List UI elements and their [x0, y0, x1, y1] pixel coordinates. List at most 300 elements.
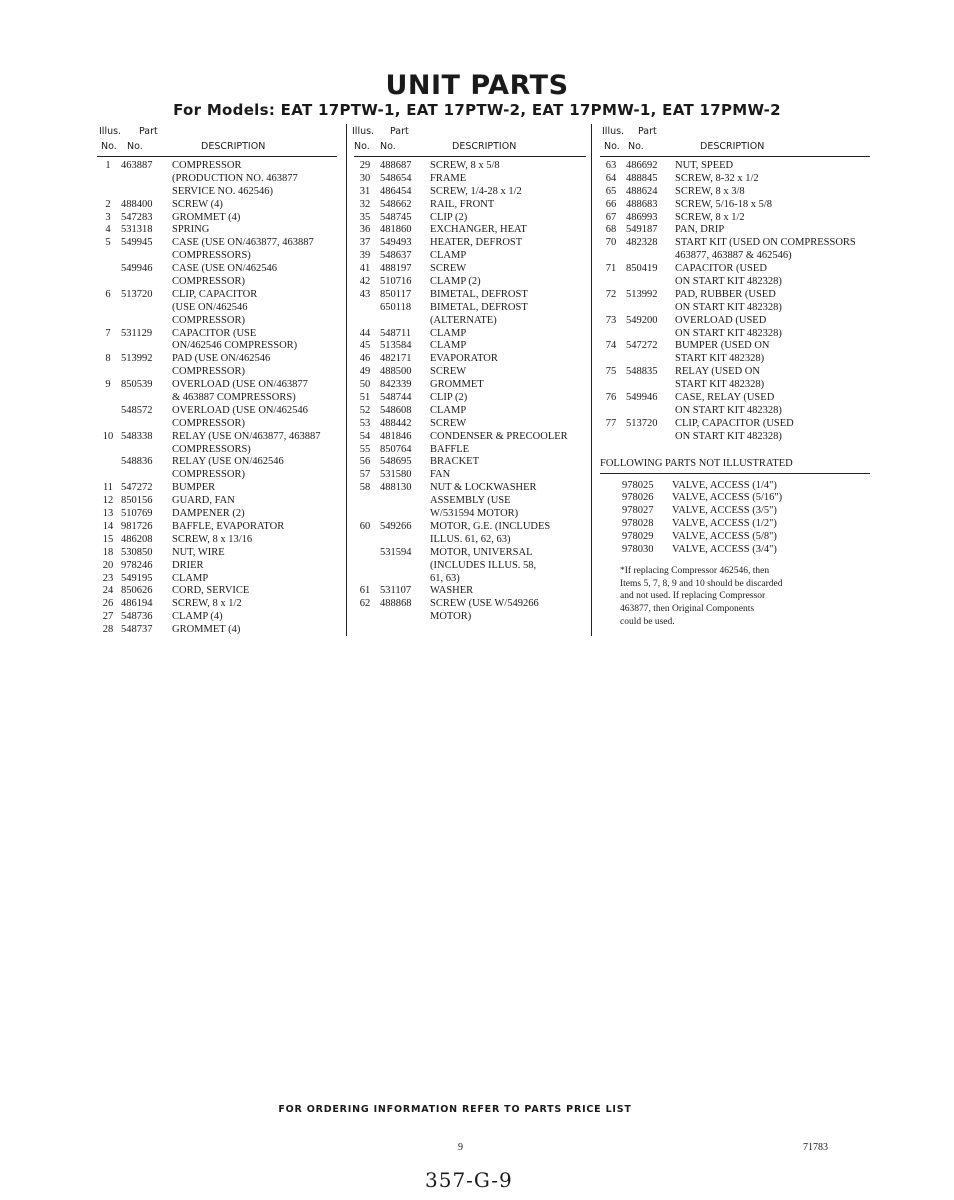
- part-number: 850419: [626, 263, 658, 275]
- part-description: CLIP (2): [430, 211, 468, 223]
- part-description: (USE ON/462546: [172, 301, 248, 313]
- illus-number: 11: [102, 482, 114, 494]
- illus-header: Illus.: [352, 126, 375, 137]
- illus-number: 37: [359, 237, 371, 249]
- illus-header: Illus.: [99, 126, 122, 137]
- table-row: [354, 611, 586, 624]
- part-description: ON/462546 COMPRESSOR): [172, 340, 298, 352]
- parts-rows: [600, 160, 870, 444]
- table-row: [97, 237, 337, 250]
- part-description: SCREW, 5/16-18 x 5/8: [675, 198, 773, 210]
- part-description: CLAMP (2): [430, 276, 481, 288]
- table-row: [354, 224, 586, 237]
- part-description: VALVE, ACCESS (3/5"): [672, 505, 777, 517]
- table-row: [600, 302, 870, 315]
- part-description: MOTOR, G.E. (INCLUDES: [430, 520, 551, 532]
- part-description: ON START KIT 482328): [675, 301, 782, 313]
- part-number: 548608: [380, 404, 412, 416]
- table-row: [354, 199, 586, 212]
- part-description: ON START KIT 482328): [675, 327, 782, 339]
- table-row: [97, 444, 337, 457]
- part-description: OVERLOAD (USE ON/462546: [172, 404, 308, 416]
- part-description: FAN: [430, 469, 451, 481]
- table-row: [97, 418, 337, 431]
- no-header: No.: [101, 141, 117, 152]
- table-row: [97, 469, 337, 482]
- part-number: 978029: [622, 531, 654, 543]
- illus-number: 1: [105, 160, 111, 171]
- ordering-footer: FOR ORDERING INFORMATION REFER TO PARTS PRICE LIST: [278, 1104, 632, 1115]
- part-description: MOTOR): [430, 611, 472, 623]
- table-row: [354, 560, 586, 573]
- illus-number: 64: [605, 172, 617, 184]
- table-row: [97, 199, 337, 212]
- part-description: EXCHANGER, HEAT: [430, 224, 527, 236]
- illus-number: 53: [359, 417, 371, 429]
- table-row: [354, 469, 586, 482]
- illus-number: 42: [359, 276, 371, 288]
- part-description: RELAY (USED ON: [675, 366, 760, 378]
- part-description: HEATER, DEFROST: [430, 237, 523, 249]
- table-row: [97, 534, 337, 547]
- part-description: CONDENSER & PRECOOLER: [430, 430, 568, 442]
- table-row: [354, 328, 586, 341]
- part-number: 488442: [380, 417, 412, 429]
- part-description: VALVE, ACCESS (1/4"): [672, 479, 777, 491]
- table-row: [600, 276, 870, 289]
- table-row: [354, 547, 586, 560]
- illus-number: 67: [605, 211, 617, 223]
- illus-number: 56: [359, 456, 371, 468]
- illus-number: 43: [359, 288, 371, 300]
- illus-number: 68: [605, 224, 617, 236]
- part-description: PAD, RUBBER (USED: [675, 288, 776, 300]
- column-divider: [346, 124, 347, 636]
- part-number: 488197: [380, 263, 412, 275]
- part-description: CLAMP: [172, 572, 209, 584]
- illus-number: 62: [359, 598, 371, 610]
- part-number: 488845: [626, 172, 658, 184]
- table-row: [354, 366, 586, 379]
- illus-number: 77: [605, 417, 617, 429]
- table-row: [600, 340, 870, 353]
- table-row: [600, 518, 870, 531]
- illus-number: 55: [359, 443, 371, 455]
- part-no-header: No.: [127, 141, 143, 152]
- part-number: 513720: [626, 417, 658, 429]
- table-row: [97, 353, 337, 366]
- part-description: CLIP, CAPACITOR (USED: [675, 417, 794, 429]
- part-description: EVAPORATOR: [430, 353, 498, 365]
- part-number: 549200: [626, 314, 658, 326]
- illus-number: 36: [359, 224, 371, 236]
- part-header: Part: [390, 126, 409, 137]
- part-description: 463877, 463887 & 462546): [675, 250, 792, 262]
- part-description: COMPRESSOR: [172, 160, 242, 171]
- part-number: 981726: [121, 520, 153, 532]
- table-row: [600, 224, 870, 237]
- part-number: 482171: [380, 353, 412, 365]
- part-description: COMPRESSOR): [172, 276, 245, 288]
- part-description: (INCLUDES ILLUS. 58,: [430, 559, 537, 571]
- no-header: No.: [604, 141, 620, 152]
- column-header: [600, 126, 870, 157]
- part-description: SCREW, 8 x 3/8: [675, 185, 745, 197]
- part-number: 850626: [121, 585, 153, 597]
- parts-column-3: [600, 126, 870, 629]
- part-number: 547272: [626, 340, 658, 352]
- part-description: NUT, WIRE: [172, 546, 225, 558]
- part-description: PAN, DRIP: [675, 224, 725, 236]
- part-description: GROMMET: [430, 379, 484, 391]
- table-row: [600, 418, 870, 431]
- table-row: [97, 521, 337, 534]
- part-number: 548662: [380, 198, 412, 210]
- part-number: 486993: [626, 211, 658, 223]
- part-description: DAMPENER (2): [172, 508, 245, 520]
- part-number: 850156: [121, 495, 153, 507]
- column-divider: [591, 124, 592, 636]
- table-row: [354, 598, 586, 611]
- illus-number: 2: [105, 198, 111, 210]
- table-row: [600, 199, 870, 212]
- part-description: BIMETAL, DEFROST: [430, 288, 528, 300]
- illus-number: 15: [102, 533, 114, 545]
- illus-number: 75: [605, 366, 617, 378]
- part-number: 548572: [121, 404, 153, 416]
- table-row: [354, 508, 586, 521]
- part-number: 549946: [626, 392, 658, 404]
- part-number: 650118: [380, 301, 412, 313]
- no-header: No.: [354, 141, 370, 152]
- parts-column-2: [354, 126, 586, 624]
- part-description: START KIT (USED ON COMPRESSORS: [675, 237, 856, 249]
- table-row: [354, 456, 586, 469]
- illus-number: 76: [605, 392, 617, 404]
- table-row: [97, 611, 337, 624]
- illus-number: 10: [102, 430, 114, 442]
- illus-number: 20: [102, 559, 114, 571]
- description-header: DESCRIPTION: [452, 141, 517, 152]
- illus-number: 28: [102, 624, 114, 636]
- illus-number: 8: [105, 353, 111, 365]
- note-line: could be used.: [620, 617, 675, 628]
- part-number: 850539: [121, 379, 153, 391]
- table-row: [354, 173, 586, 186]
- table-row: [354, 250, 586, 263]
- part-description: SCREW, 8-32 x 1/2: [675, 172, 759, 184]
- part-description: ON START KIT 482328): [675, 404, 782, 416]
- part-description: 61, 63): [430, 572, 460, 584]
- table-row: [354, 212, 586, 225]
- table-row: [97, 289, 337, 302]
- illus-number: 5: [105, 237, 111, 249]
- part-description: GUARD, FAN: [172, 495, 235, 507]
- table-row: [600, 392, 870, 405]
- models-subtitle: For Models: EAT 17PTW-1, EAT 17PTW-2, EAT 17PMW-1, EAT 17PMW-2: [173, 101, 781, 119]
- part-number: 549493: [380, 237, 412, 249]
- table-row: [354, 379, 586, 392]
- table-row: [354, 315, 586, 328]
- illus-number: 30: [359, 172, 371, 184]
- not-illustrated-heading: FOLLOWING PARTS NOT ILLUSTRATED: [600, 458, 870, 474]
- part-number: 850764: [380, 443, 412, 455]
- table-row: [600, 544, 870, 557]
- part-description: SCREW (4): [172, 198, 223, 210]
- part-description: CLIP (2): [430, 392, 468, 404]
- part-description: RELAY (USE ON/463877, 463887: [172, 430, 321, 442]
- part-number: 488400: [121, 198, 153, 210]
- compressor-note: [620, 565, 870, 629]
- part-number: 978030: [622, 543, 654, 555]
- table-row: [354, 160, 586, 173]
- illus-number: 7: [105, 327, 111, 339]
- table-row: [97, 560, 337, 573]
- part-number: 530850: [121, 546, 153, 558]
- part-number: 488687: [380, 160, 412, 171]
- illus-number: 14: [102, 520, 114, 532]
- part-description: CASE (USE ON/463877, 463887: [172, 237, 314, 249]
- handwritten-code: 357-G-9: [425, 1168, 513, 1192]
- table-row: [97, 598, 337, 611]
- part-description: SCREW, 1/4-28 x 1/2: [430, 185, 522, 197]
- table-row: [600, 289, 870, 302]
- table-row: [97, 547, 337, 560]
- part-number: 978027: [622, 505, 654, 517]
- table-row: [97, 624, 337, 637]
- illus-number: 70: [605, 237, 617, 249]
- table-row: [354, 237, 586, 250]
- part-number: 548745: [380, 211, 412, 223]
- illus-number: 66: [605, 198, 617, 210]
- part-description: BAFFLE: [430, 443, 470, 455]
- part-number: 531318: [121, 224, 153, 236]
- part-number: 549195: [121, 572, 153, 584]
- part-number: 513992: [626, 288, 658, 300]
- table-row: [600, 212, 870, 225]
- part-description: W/531594 MOTOR): [430, 508, 519, 520]
- part-description: SCREW (USE W/549266: [430, 598, 539, 610]
- part-number: 486692: [626, 160, 658, 171]
- illus-number: 57: [359, 469, 371, 481]
- part-description: COMPRESSOR): [172, 417, 245, 429]
- table-row: [97, 276, 337, 289]
- part-number: 488130: [380, 482, 412, 494]
- part-description: CLAMP: [430, 250, 467, 262]
- table-row: [97, 212, 337, 225]
- table-row: [600, 173, 870, 186]
- part-description: CLAMP: [430, 327, 467, 339]
- table-row: [600, 379, 870, 392]
- illus-number: 63: [605, 160, 617, 171]
- parts-rows: [97, 160, 337, 637]
- table-row: [354, 521, 586, 534]
- illus-number: 52: [359, 404, 371, 416]
- part-number: 531594: [380, 546, 412, 558]
- illus-number: 74: [605, 340, 617, 352]
- part-number: 548338: [121, 430, 153, 442]
- part-number: 463887: [121, 160, 153, 171]
- part-number: 486454: [380, 185, 412, 197]
- part-description: CASE (USE ON/462546: [172, 263, 278, 275]
- illus-number: 60: [359, 520, 371, 532]
- illus-number: 45: [359, 340, 371, 352]
- table-row: [600, 160, 870, 173]
- part-description: SCREW, 8 x 1/2: [172, 598, 242, 610]
- part-number: 548654: [380, 172, 412, 184]
- table-row: [600, 186, 870, 199]
- part-description: OVERLOAD (USED: [675, 314, 767, 326]
- table-row: [354, 186, 586, 199]
- part-number: 481846: [380, 430, 412, 442]
- note-line: Items 5, 7, 8, 9 and 10 should be discarded: [620, 578, 783, 589]
- part-description: VALVE, ACCESS (5/16"): [672, 492, 783, 504]
- part-description: FRAME: [430, 172, 467, 184]
- table-row: [600, 431, 870, 444]
- illus-number: 23: [102, 572, 114, 584]
- column-header: [354, 126, 586, 157]
- table-row: [354, 585, 586, 598]
- table-row: [354, 573, 586, 586]
- illus-number: 35: [359, 211, 371, 223]
- part-number: 547272: [121, 482, 153, 494]
- table-row: [97, 224, 337, 237]
- part-description: PAD (USE ON/462546: [172, 353, 271, 365]
- table-row: [97, 250, 337, 263]
- illus-number: 61: [359, 585, 371, 597]
- illus-number: 31: [359, 185, 371, 197]
- part-number: 486194: [121, 598, 153, 610]
- part-description: COMPRESSORS): [172, 443, 251, 455]
- part-description: OVERLOAD (USE ON/463877: [172, 379, 308, 391]
- part-number: 842339: [380, 379, 412, 391]
- part-number: 549187: [626, 224, 658, 236]
- table-row: [97, 160, 337, 173]
- table-row: [97, 482, 337, 495]
- table-row: [354, 534, 586, 547]
- illus-number: 39: [359, 250, 371, 262]
- table-row: [600, 315, 870, 328]
- part-description: SPRING: [172, 224, 210, 236]
- part-number: 549266: [380, 520, 412, 532]
- part-number: 488683: [626, 198, 658, 210]
- part-number: 531580: [380, 469, 412, 481]
- table-row: [600, 237, 870, 250]
- part-description: CLAMP (4): [172, 611, 223, 623]
- parts-column-1: [97, 126, 337, 637]
- part-number: 510716: [380, 276, 412, 288]
- part-number: 486208: [121, 533, 153, 545]
- table-row: [354, 495, 586, 508]
- part-description: SCREW, 8 x 5/8: [430, 160, 500, 171]
- illus-number: 24: [102, 585, 114, 597]
- document-code: 71783: [803, 1142, 828, 1153]
- part-description: (PRODUCTION NO. 463877: [172, 172, 298, 184]
- illus-number: 73: [605, 314, 617, 326]
- description-header: DESCRIPTION: [700, 141, 765, 152]
- table-row: [354, 444, 586, 457]
- part-description: ON START KIT 482328): [675, 430, 782, 442]
- illus-header: Illus.: [602, 126, 625, 137]
- table-row: [97, 366, 337, 379]
- part-description: BUMPER: [172, 482, 216, 494]
- table-row: [97, 340, 337, 353]
- part-description: START KIT 482328): [675, 353, 765, 365]
- part-description: ON START KIT 482328): [675, 276, 782, 288]
- part-number: 548737: [121, 624, 153, 636]
- part-description: WASHER: [430, 585, 474, 597]
- table-row: [354, 418, 586, 431]
- table-row: [354, 289, 586, 302]
- part-number: 513584: [380, 340, 412, 352]
- not-illustrated-rows: [600, 480, 870, 557]
- table-row: [97, 302, 337, 315]
- illus-number: 4: [105, 224, 111, 236]
- part-description: CAPACITOR (USE: [172, 327, 257, 339]
- table-row: [97, 379, 337, 392]
- illus-number: 46: [359, 353, 371, 365]
- table-row: [600, 366, 870, 379]
- part-number: 510769: [121, 508, 153, 520]
- part-number: 531129: [121, 327, 153, 339]
- part-description: COMPRESSOR): [172, 469, 245, 481]
- part-number: 548836: [121, 456, 153, 468]
- illus-number: 6: [105, 288, 111, 300]
- part-description: & 463887 COMPRESSORS): [172, 392, 296, 404]
- illus-number: 13: [102, 508, 114, 520]
- illus-number: 32: [359, 198, 371, 210]
- table-row: [600, 492, 870, 505]
- table-row: [600, 353, 870, 366]
- table-row: [97, 495, 337, 508]
- part-description: SCREW: [430, 417, 467, 429]
- part-description: SCREW, 8 x 1/2: [675, 211, 745, 223]
- illus-number: 54: [359, 430, 371, 442]
- part-description: CLIP, CAPACITOR: [172, 288, 258, 300]
- part-description: MOTOR, UNIVERSAL: [430, 546, 533, 558]
- part-number: 531107: [380, 585, 412, 597]
- part-description: COMPRESSOR): [172, 314, 245, 326]
- table-row: [354, 482, 586, 495]
- part-number: 481860: [380, 224, 412, 236]
- part-no-header: No.: [380, 141, 396, 152]
- part-description: CAPACITOR (USED: [675, 263, 767, 275]
- illus-number: 65: [605, 185, 617, 197]
- table-row: [97, 186, 337, 199]
- part-number: 513992: [121, 353, 153, 365]
- illus-number: 27: [102, 611, 114, 623]
- table-row: [600, 531, 870, 544]
- illus-number: 29: [359, 160, 371, 171]
- part-description: ASSEMBLY (USE: [430, 495, 511, 507]
- table-row: [600, 328, 870, 341]
- part-number: 548744: [380, 392, 412, 404]
- part-number: 978026: [622, 492, 654, 504]
- table-row: [97, 173, 337, 186]
- part-number: 482328: [626, 237, 658, 249]
- part-number: 978025: [622, 479, 654, 491]
- part-number: 548711: [380, 327, 412, 339]
- part-no-header: No.: [628, 141, 644, 152]
- table-row: [354, 353, 586, 366]
- part-number: 978028: [622, 518, 654, 530]
- illus-number: 41: [359, 263, 371, 275]
- note-line: 463877, then Original Components: [620, 604, 755, 615]
- table-row: [97, 315, 337, 328]
- table-row: [354, 340, 586, 353]
- illus-number: 50: [359, 379, 371, 391]
- part-description: ILLUS. 61, 62, 63): [430, 533, 511, 545]
